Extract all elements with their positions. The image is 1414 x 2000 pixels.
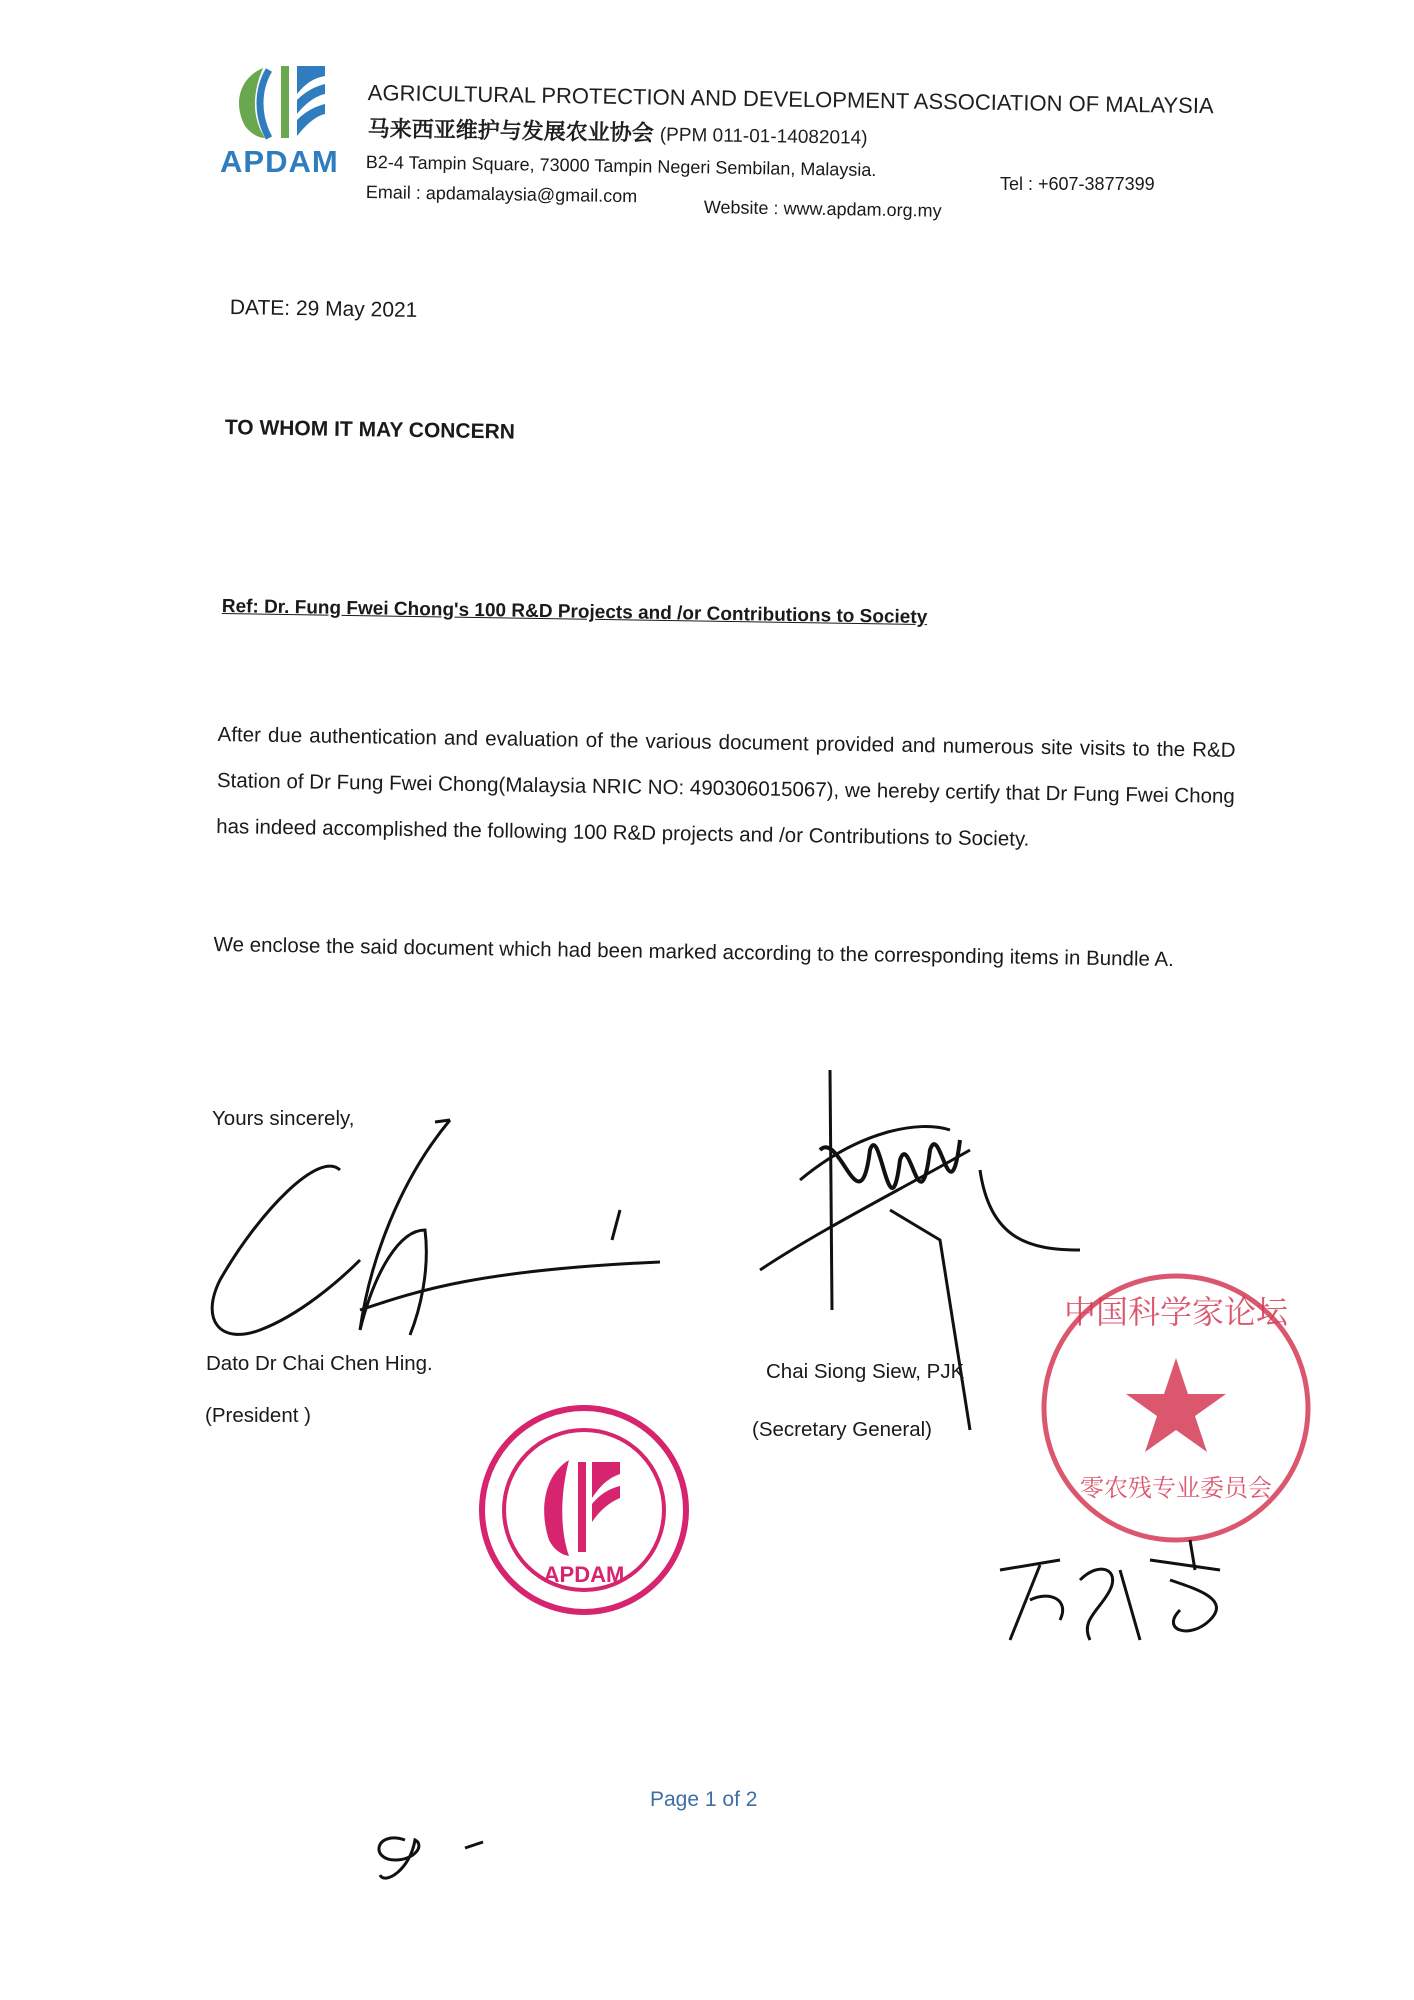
letter-paragraph-1: After due authentication and evaluation of the various document provided and numerous site visits to the R&D Station of Dr Fung Fwei Chong(Malaysia NRIC NO: 490306015067), we hereby certify that Dr Fung Fwei Chong has indeed accomplished the following 100 R&D projects and /or Contributions to Society. xyxy=(216,722,1236,851)
chinese-forum-stamp xyxy=(1036,1268,1316,1548)
organization-telephone: Tel : +607-3877399 xyxy=(1000,174,1155,194)
apdam-seal-text: APDAM xyxy=(543,1562,625,1587)
letter-reference: Ref: Dr. Fung Fwei Chong's 100 R&D Projects and /or Contributions to Society xyxy=(221,596,928,629)
apdam-seal-stamp xyxy=(474,1400,694,1620)
page-initials xyxy=(365,1820,495,1890)
president-signature xyxy=(200,1110,670,1350)
secretary-title: (Secretary General) xyxy=(752,1418,933,1441)
secretary-name: Chai Siong Siew, PJK xyxy=(766,1360,965,1383)
letter-paragraph-2: We enclose the said document which had been marked according to the corresponding items in Bundle A. xyxy=(213,932,1174,972)
chinese-signature xyxy=(990,1530,1250,1650)
organization-address: B2-4 Tampin Square, 73000 Tampin Negeri Sembilan, Malaysia. xyxy=(365,152,877,181)
apdam-logo-icon xyxy=(225,60,335,145)
registration-number: (PPM 011-01-14082014) xyxy=(659,124,868,149)
chinese-stamp-bottom-text: 零农残专业委员会 xyxy=(1080,1474,1272,1502)
organization-name-chinese-line xyxy=(368,112,868,151)
president-title: (President ) xyxy=(205,1404,311,1427)
organization-name-english: AGRICULTURAL PROTECTION AND DEVELOPMENT ASSOCIATION OF MALAYSIA xyxy=(367,80,1214,119)
letter-date: DATE: 29 May 2021 xyxy=(229,296,418,322)
organization-name-chinese: 马来西亚维护与发展农业协会 xyxy=(367,115,654,146)
president-name: Dato Dr Chai Chen Hing. xyxy=(206,1352,433,1375)
logo-text: APDAM xyxy=(220,144,339,179)
chinese-stamp-top-text: 中国科学家论坛 xyxy=(1063,1293,1289,1331)
organization-website: Website : www.apdam.org.my xyxy=(703,197,942,221)
organization-email: Email : apdamalaysia@gmail.com xyxy=(365,182,638,207)
star-icon xyxy=(1126,1358,1226,1452)
page-number: Page 1 of 2 xyxy=(650,1788,758,1811)
letter-closing: Yours sincerely, xyxy=(212,1107,355,1130)
letter-salutation: TO WHOM IT MAY CONCERN xyxy=(224,416,516,444)
